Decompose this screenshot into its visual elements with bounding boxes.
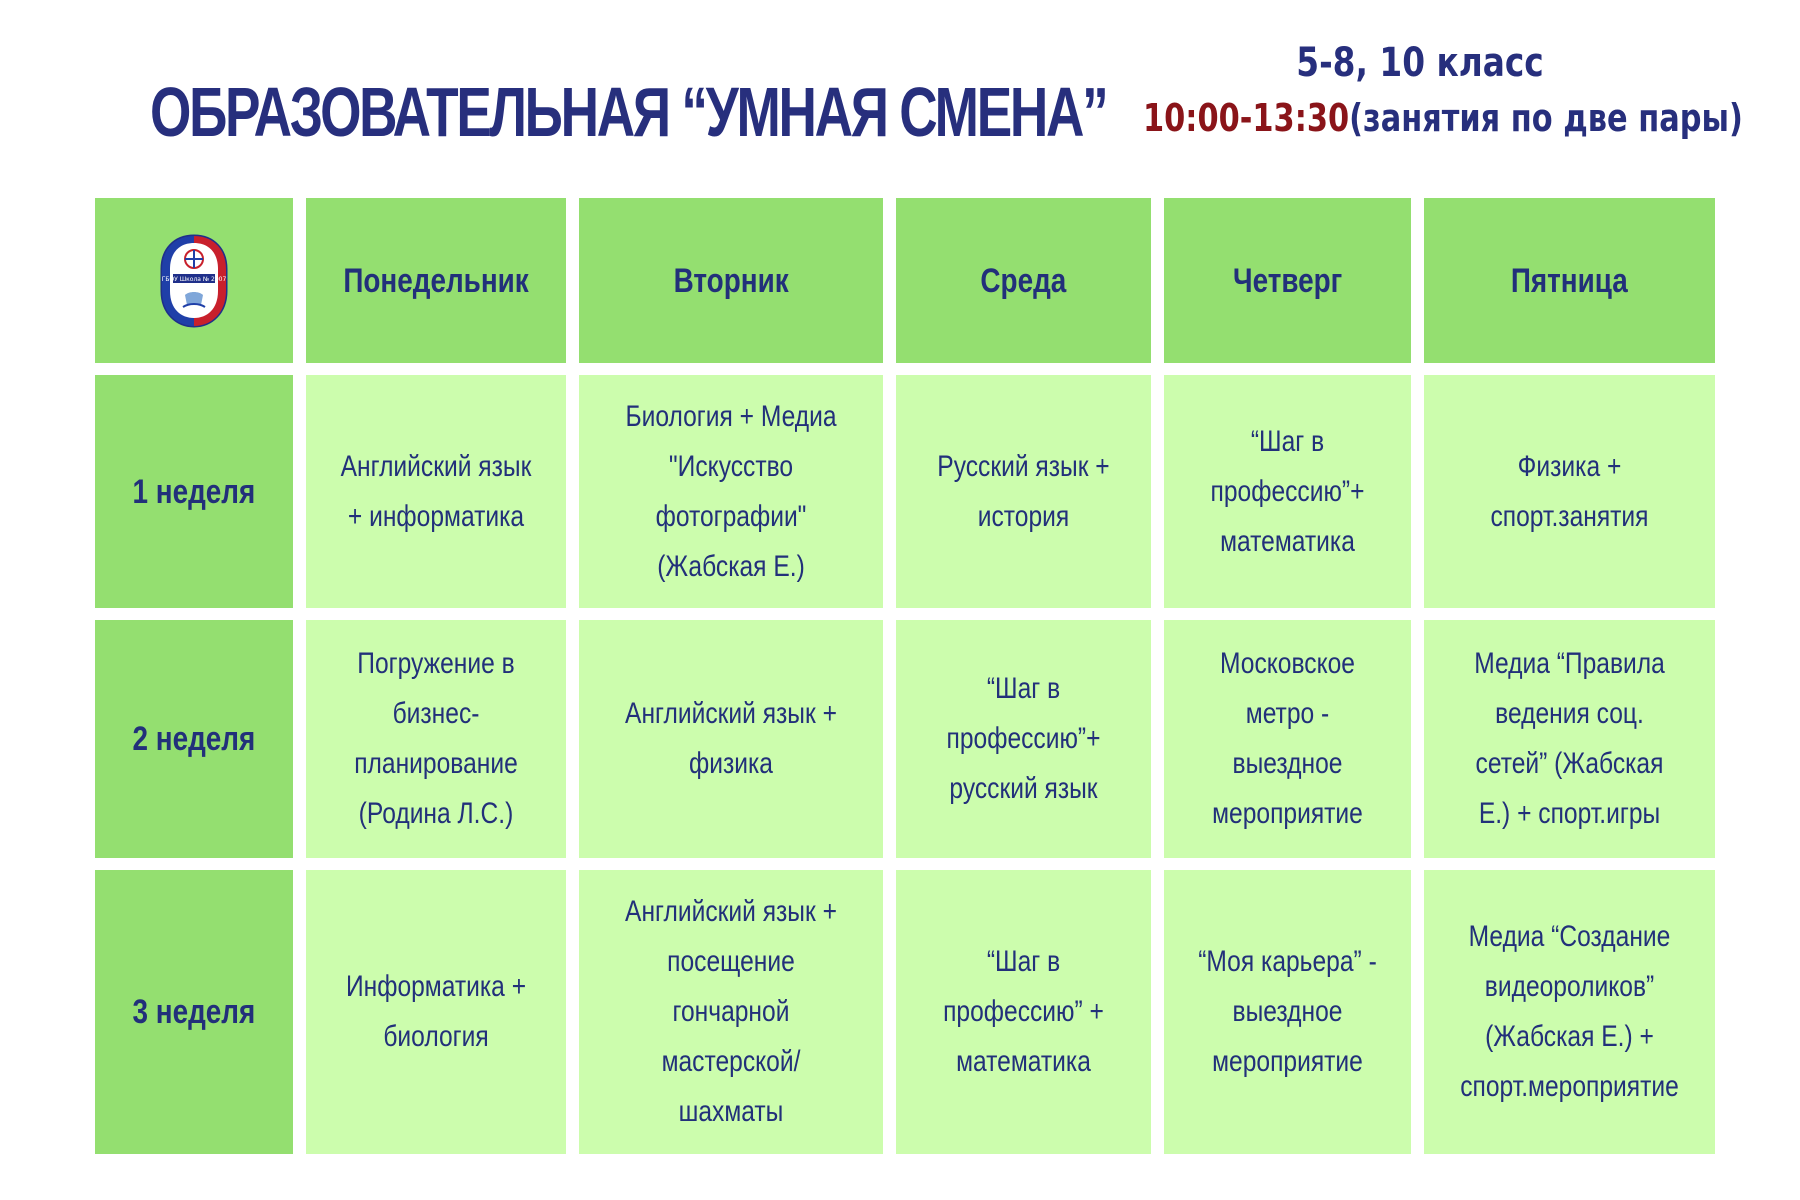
schedule-cell: “Шаг в профессию”+ русский язык: [896, 620, 1151, 858]
schedule-cell: “Моя карьера” - выездное мероприятие: [1164, 870, 1411, 1154]
schedule-cell: Физика + спорт.занятия: [1424, 375, 1715, 608]
schedule-cell: Английский язык + физика: [579, 620, 883, 858]
time-range: 10:00-13:30: [1143, 96, 1350, 140]
week-label-3: 3 неделя: [95, 870, 293, 1154]
schedule-cell: Английский язык + посещение гончарной мастерской/шахматы: [579, 870, 883, 1154]
day-header-thursday: Четверг: [1164, 198, 1411, 363]
logo-text: ГБОУ Школа № 2007: [161, 275, 227, 283]
schedule-table: [95, 198, 1715, 1153]
schedule-cell: “Шаг в профессию” + математика: [896, 870, 1151, 1154]
time-subtitle: [1143, 96, 1743, 140]
school-emblem-icon: [159, 233, 229, 329]
schedule-cell: Английский язык + информатика: [306, 375, 566, 608]
week-label-1: 1 неделя: [95, 375, 293, 608]
logo-cell: [95, 198, 293, 363]
day-header-monday: Понедельник: [306, 198, 566, 363]
day-header-tuesday: Вторник: [579, 198, 883, 363]
schedule-cell: Погружение в бизнес-планирование (Родина Л.С.): [306, 620, 566, 858]
schedule-cell: Медиа “Правила ведения соц. сетей” (Жабская Е.) + спорт.игры: [1424, 620, 1715, 858]
day-header-wednesday: Среда: [896, 198, 1151, 363]
week-label-2: 2 неделя: [95, 620, 293, 858]
day-header-friday: Пятница: [1424, 198, 1715, 363]
time-note: (занятия по две пары): [1349, 96, 1743, 140]
page-title: ОБРАЗОВАТЕЛЬНАЯ “УМНАЯ СМЕНА”: [150, 73, 1107, 151]
schedule-cell: Биология + Медиа "Искусство фотографии" (Жабская Е.): [579, 375, 883, 608]
schedule-cell: Информатика + биология: [306, 870, 566, 1154]
grade-subtitle: 5-8, 10 класс: [1296, 40, 1544, 86]
schedule-cell: Медиа “Создание видеороликов” (Жабская Е.) + спорт.мероприятие: [1424, 870, 1715, 1154]
schedule-cell: Московское метро - выездное мероприятие: [1164, 620, 1411, 858]
schedule-cell: “Шаг в профессию”+ математика: [1164, 375, 1411, 608]
schedule-cell: Русский язык + история: [896, 375, 1151, 608]
